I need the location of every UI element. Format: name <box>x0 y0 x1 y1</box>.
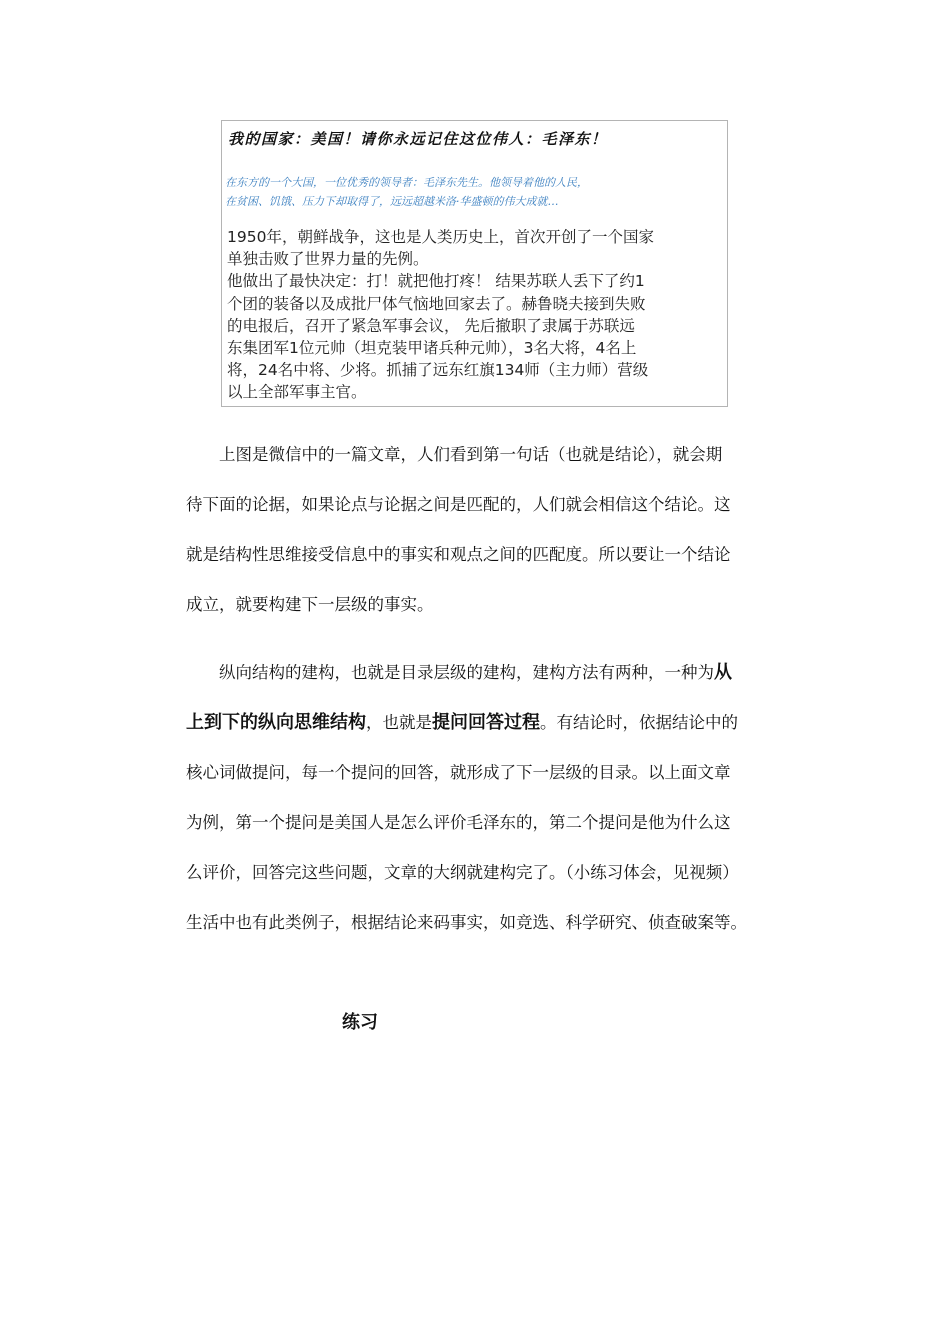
bold-term: 从 <box>714 662 732 683</box>
figure-body-text <box>227 226 725 404</box>
figure-subtitle <box>225 173 725 211</box>
figure-body-line: 单独击败了世界力量的先例。 <box>227 250 429 269</box>
figure-body-line: 的电报后，召开了紧急军事会议， 先后撤职了隶属于苏联远 <box>227 316 635 335</box>
paragraph-line <box>186 698 768 748</box>
article-screenshot-figure <box>221 120 728 407</box>
paragraph-line: 核心词做提问，每一个提问的回答，就形成了下一层级的目录。以上面文章 <box>186 763 731 782</box>
text-span: 纵向结构的建构，也就是目录层级的建构，建构方法有两种，一种为 <box>186 663 714 682</box>
bold-term: 上到下的纵向思维结构 <box>186 712 366 733</box>
bold-term: 提问回答过程 <box>432 712 540 733</box>
paragraph-line: 上图是微信中的一篇文章，人们看到第一句话（也就是结论），就会期 <box>186 445 723 464</box>
paragraph-line: 就是结构性思维接受信息中的事实和观点之间的匹配度。所以要让一个结论 <box>186 545 731 564</box>
text-span: ，也就是 <box>366 713 432 732</box>
paragraph-line: 么评价，回答完这些问题，文章的大纲就建构完了。（小练习体会，见视频） <box>186 863 739 882</box>
figure-body-line: 个团的装备以及成批尸体气恼地回家去了。赫鲁晓夫接到失败 <box>227 294 646 313</box>
figure-subtitle-line: 在东方的一个大国，一位优秀的领导者：毛泽东先生。他领导着他的人民， <box>225 176 588 189</box>
figure-body-line: 1950年，朝鲜战争，这也是人类历史上，首次开创了一个国家 <box>227 228 654 246</box>
paragraph-line: 为例，第一个提问是美国人是怎么评价毛泽东的，第二个提问是他为什么这 <box>186 813 731 832</box>
text-span: 。有结论时，依据结论中的 <box>540 713 738 732</box>
paragraph-line: 待下面的论据，如果论点与论据之间是匹配的，人们就会相信这个结论。这 <box>186 495 731 514</box>
paragraph-line: 生活中也有此类例子，根据结论来码事实，如竞选、科学研究、侦查破案等。 <box>186 913 747 932</box>
paragraph-line: 成立，就要构建下一层级的事实。 <box>186 595 434 614</box>
figure-subtitle-line: 在贫困、饥饿、压力下却取得了，远远超越米洛·华盛顿的伟大成就… <box>225 195 559 208</box>
paragraph-line <box>186 648 768 698</box>
figure-title: 我的国家：美国！请你永远记住这位伟人：毛泽东！ <box>228 130 608 148</box>
figure-body-line: 东集团军1位元帅（坦克装甲诸兵种元帅），3名大将，4名上 <box>227 339 637 358</box>
figure-body-line: 将，24名中将、少将。抓捕了远东红旗134师（主力师）营级 <box>227 361 649 380</box>
figure-body-line: 以上全部军事主官。 <box>227 383 367 402</box>
paragraph-conclusion <box>186 430 768 630</box>
section-heading: 练习 <box>342 1012 378 1033</box>
paragraph-vertical-structure <box>186 648 768 948</box>
figure-body-line: 他做出了最快决定：打！就把他打疼！ 结果苏联人丢下了约1 <box>227 272 645 291</box>
